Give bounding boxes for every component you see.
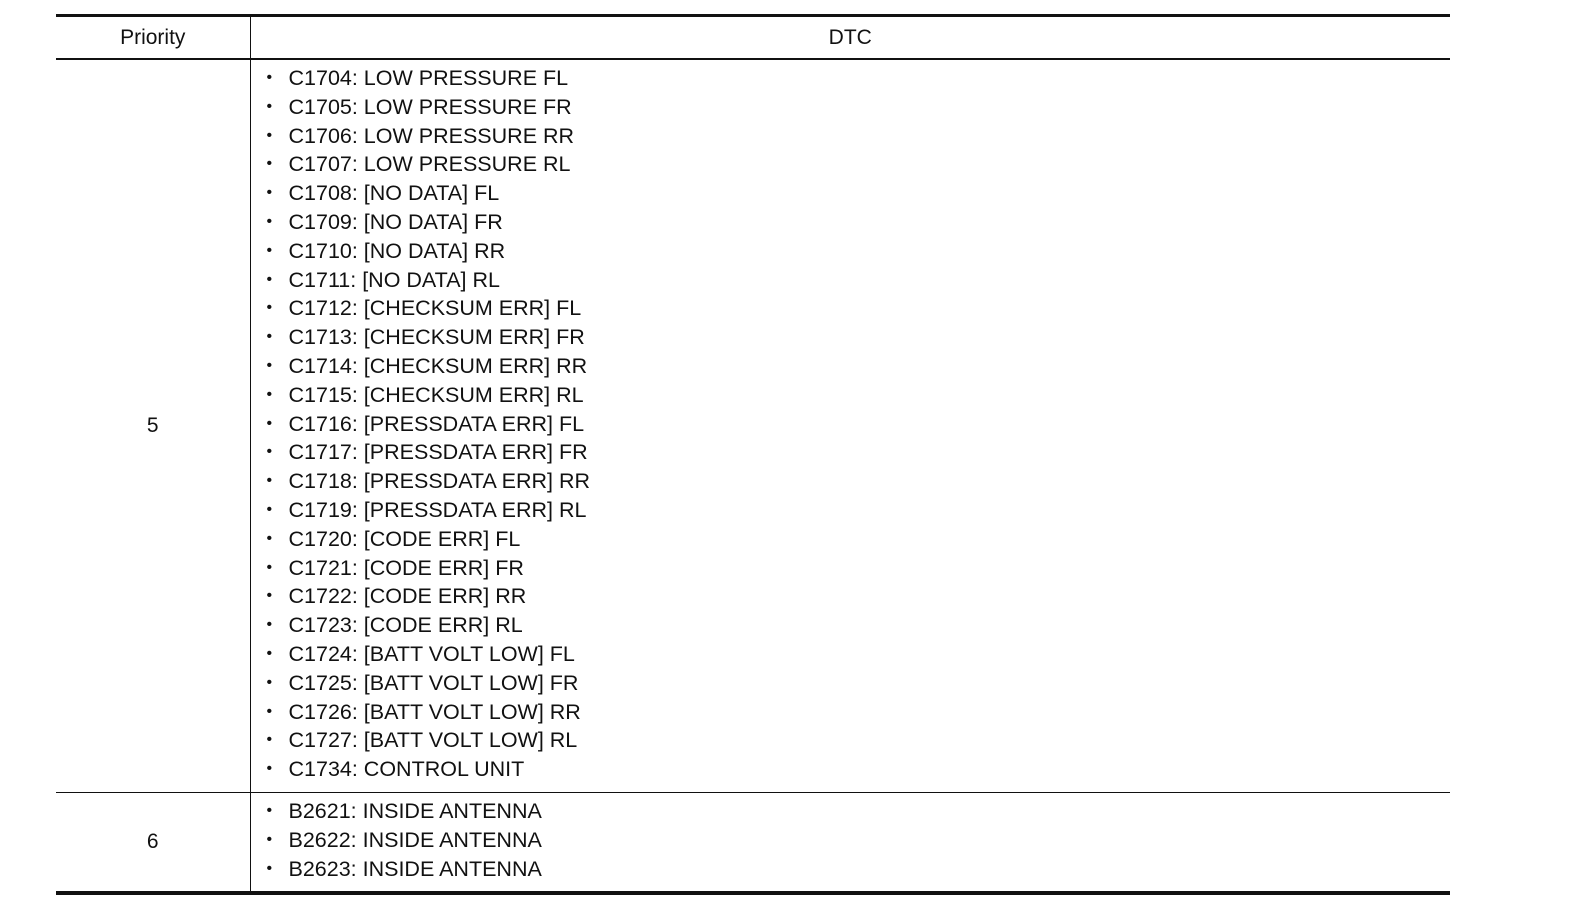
dtc-code-text: C1711: [NO DATA] RL (288, 267, 500, 292)
dtc-code-text: C1724: [BATT VOLT LOW] FL (288, 641, 575, 666)
dtc-list-item (267, 179, 1451, 208)
dtc-list-item (267, 323, 1451, 352)
bullet-icon: • (266, 184, 273, 202)
dtc-list-item (267, 122, 1451, 151)
dtc-list-item (267, 150, 1451, 179)
dtc-cell (250, 59, 1450, 792)
dtc-list-item (267, 525, 1451, 554)
dtc-list-item (267, 797, 1451, 826)
dtc-code-text: B2621: INSIDE ANTENNA (288, 798, 542, 823)
dtc-code-text: C1716: [PRESSDATA ERR] FL (288, 411, 585, 436)
dtc-code-text: C1718: [PRESSDATA ERR] RR (288, 469, 590, 494)
bullet-icon: • (266, 587, 273, 605)
priority-cell: 6 (56, 792, 250, 893)
bullet-icon: • (266, 558, 273, 576)
bullet-icon: • (266, 212, 273, 230)
bullet-icon: • (266, 443, 273, 461)
table-row (56, 59, 1450, 792)
dtc-list-item (267, 294, 1451, 323)
dtc-list (251, 60, 1451, 792)
dtc-list-item (267, 698, 1451, 727)
bullet-icon: • (266, 731, 273, 749)
table-body (56, 59, 1450, 893)
dtc-code-text: C1727: [BATT VOLT LOW] RL (288, 728, 578, 753)
dtc-column-header: DTC (250, 16, 1450, 60)
priority-column-header: Priority (56, 16, 250, 60)
dtc-code-text: C1710: [NO DATA] RR (288, 238, 506, 263)
dtc-list-item (267, 640, 1451, 669)
bullet-icon: • (266, 414, 273, 432)
dtc-list-item (267, 611, 1451, 640)
dtc-code-text: C1717: [PRESSDATA ERR] FR (288, 440, 588, 465)
header-row (56, 16, 1450, 60)
bullet-icon: • (266, 270, 273, 288)
bullet-icon: • (266, 69, 273, 86)
bullet-icon: • (266, 328, 273, 346)
dtc-code-text: C1709: [NO DATA] FR (288, 209, 503, 234)
dtc-list-item (267, 855, 1451, 884)
dtc-list-item (267, 826, 1451, 855)
dtc-code-text: C1705: LOW PRESSURE FR (288, 94, 572, 119)
dtc-code-text: C1707: LOW PRESSURE RL (288, 152, 571, 177)
dtc-code-text: C1704: LOW PRESSURE FL (288, 66, 569, 90)
bullet-icon: • (266, 97, 273, 115)
bullet-icon: • (266, 702, 273, 720)
dtc-list-item (267, 726, 1451, 755)
bullet-icon: • (266, 385, 273, 403)
dtc-list-item (267, 582, 1451, 611)
dtc-list-item (267, 266, 1451, 295)
dtc-list-item (267, 438, 1451, 467)
dtc-list (251, 793, 1451, 891)
bullet-icon: • (266, 500, 273, 518)
dtc-list-item (267, 381, 1451, 410)
dtc-code-text: C1708: [NO DATA] FL (288, 181, 500, 206)
dtc-code-text: C1726: [BATT VOLT LOW] RR (288, 699, 581, 724)
bullet-icon: • (266, 644, 273, 662)
priority-cell: 5 (56, 59, 250, 792)
bullet-icon: • (266, 241, 273, 259)
bullet-icon: • (266, 126, 273, 144)
dtc-list-item (267, 352, 1451, 381)
dtc-code-text: C1706: LOW PRESSURE RR (288, 123, 575, 148)
dtc-code-text: C1725: [BATT VOLT LOW] FR (288, 670, 579, 695)
bullet-icon: • (266, 472, 273, 490)
dtc-priority-table (56, 14, 1450, 895)
bullet-icon: • (266, 356, 273, 374)
dtc-code-text: C1721: [CODE ERR] FR (288, 555, 524, 580)
dtc-code-text: B2622: INSIDE ANTENNA (288, 827, 542, 852)
table-row (56, 792, 1450, 893)
table-header (56, 16, 1450, 60)
dtc-list-item (267, 496, 1451, 525)
dtc-code-text: B2623: INSIDE ANTENNA (288, 856, 542, 881)
dtc-list-item (267, 93, 1451, 122)
dtc-code-text: C1715: [CHECKSUM ERR] RL (288, 382, 584, 407)
bullet-icon: • (266, 760, 273, 778)
dtc-code-text: C1720: [CODE ERR] FL (288, 526, 521, 551)
dtc-code-text: C1714: [CHECKSUM ERR] RR (288, 353, 588, 378)
bullet-icon: • (266, 673, 273, 691)
dtc-list-item (267, 64, 1451, 93)
dtc-code-text: C1722: [CODE ERR] RR (288, 584, 527, 609)
bullet-icon: • (266, 859, 273, 877)
dtc-list-item (267, 237, 1451, 266)
dtc-list-item (267, 410, 1451, 439)
bullet-icon: • (266, 529, 273, 547)
dtc-cell (250, 792, 1450, 893)
bullet-icon: • (266, 830, 273, 848)
dtc-code-text: C1712: [CHECKSUM ERR] FL (288, 296, 582, 321)
dtc-list-item (267, 208, 1451, 237)
bullet-icon: • (266, 155, 273, 173)
dtc-list-item (267, 669, 1451, 698)
dtc-list-item (267, 755, 1451, 784)
bullet-icon: • (266, 299, 273, 317)
dtc-code-text: C1723: [CODE ERR] RL (288, 613, 523, 638)
dtc-list-item (267, 554, 1451, 583)
dtc-code-text: C1713: [CHECKSUM ERR] FR (288, 325, 585, 350)
bullet-icon: • (266, 616, 273, 634)
dtc-code-text: C1719: [PRESSDATA ERR] RL (288, 497, 587, 522)
dtc-list-item (267, 467, 1451, 496)
dtc-code-text: C1734: CONTROL UNIT (288, 757, 525, 782)
bullet-icon: • (266, 801, 273, 819)
